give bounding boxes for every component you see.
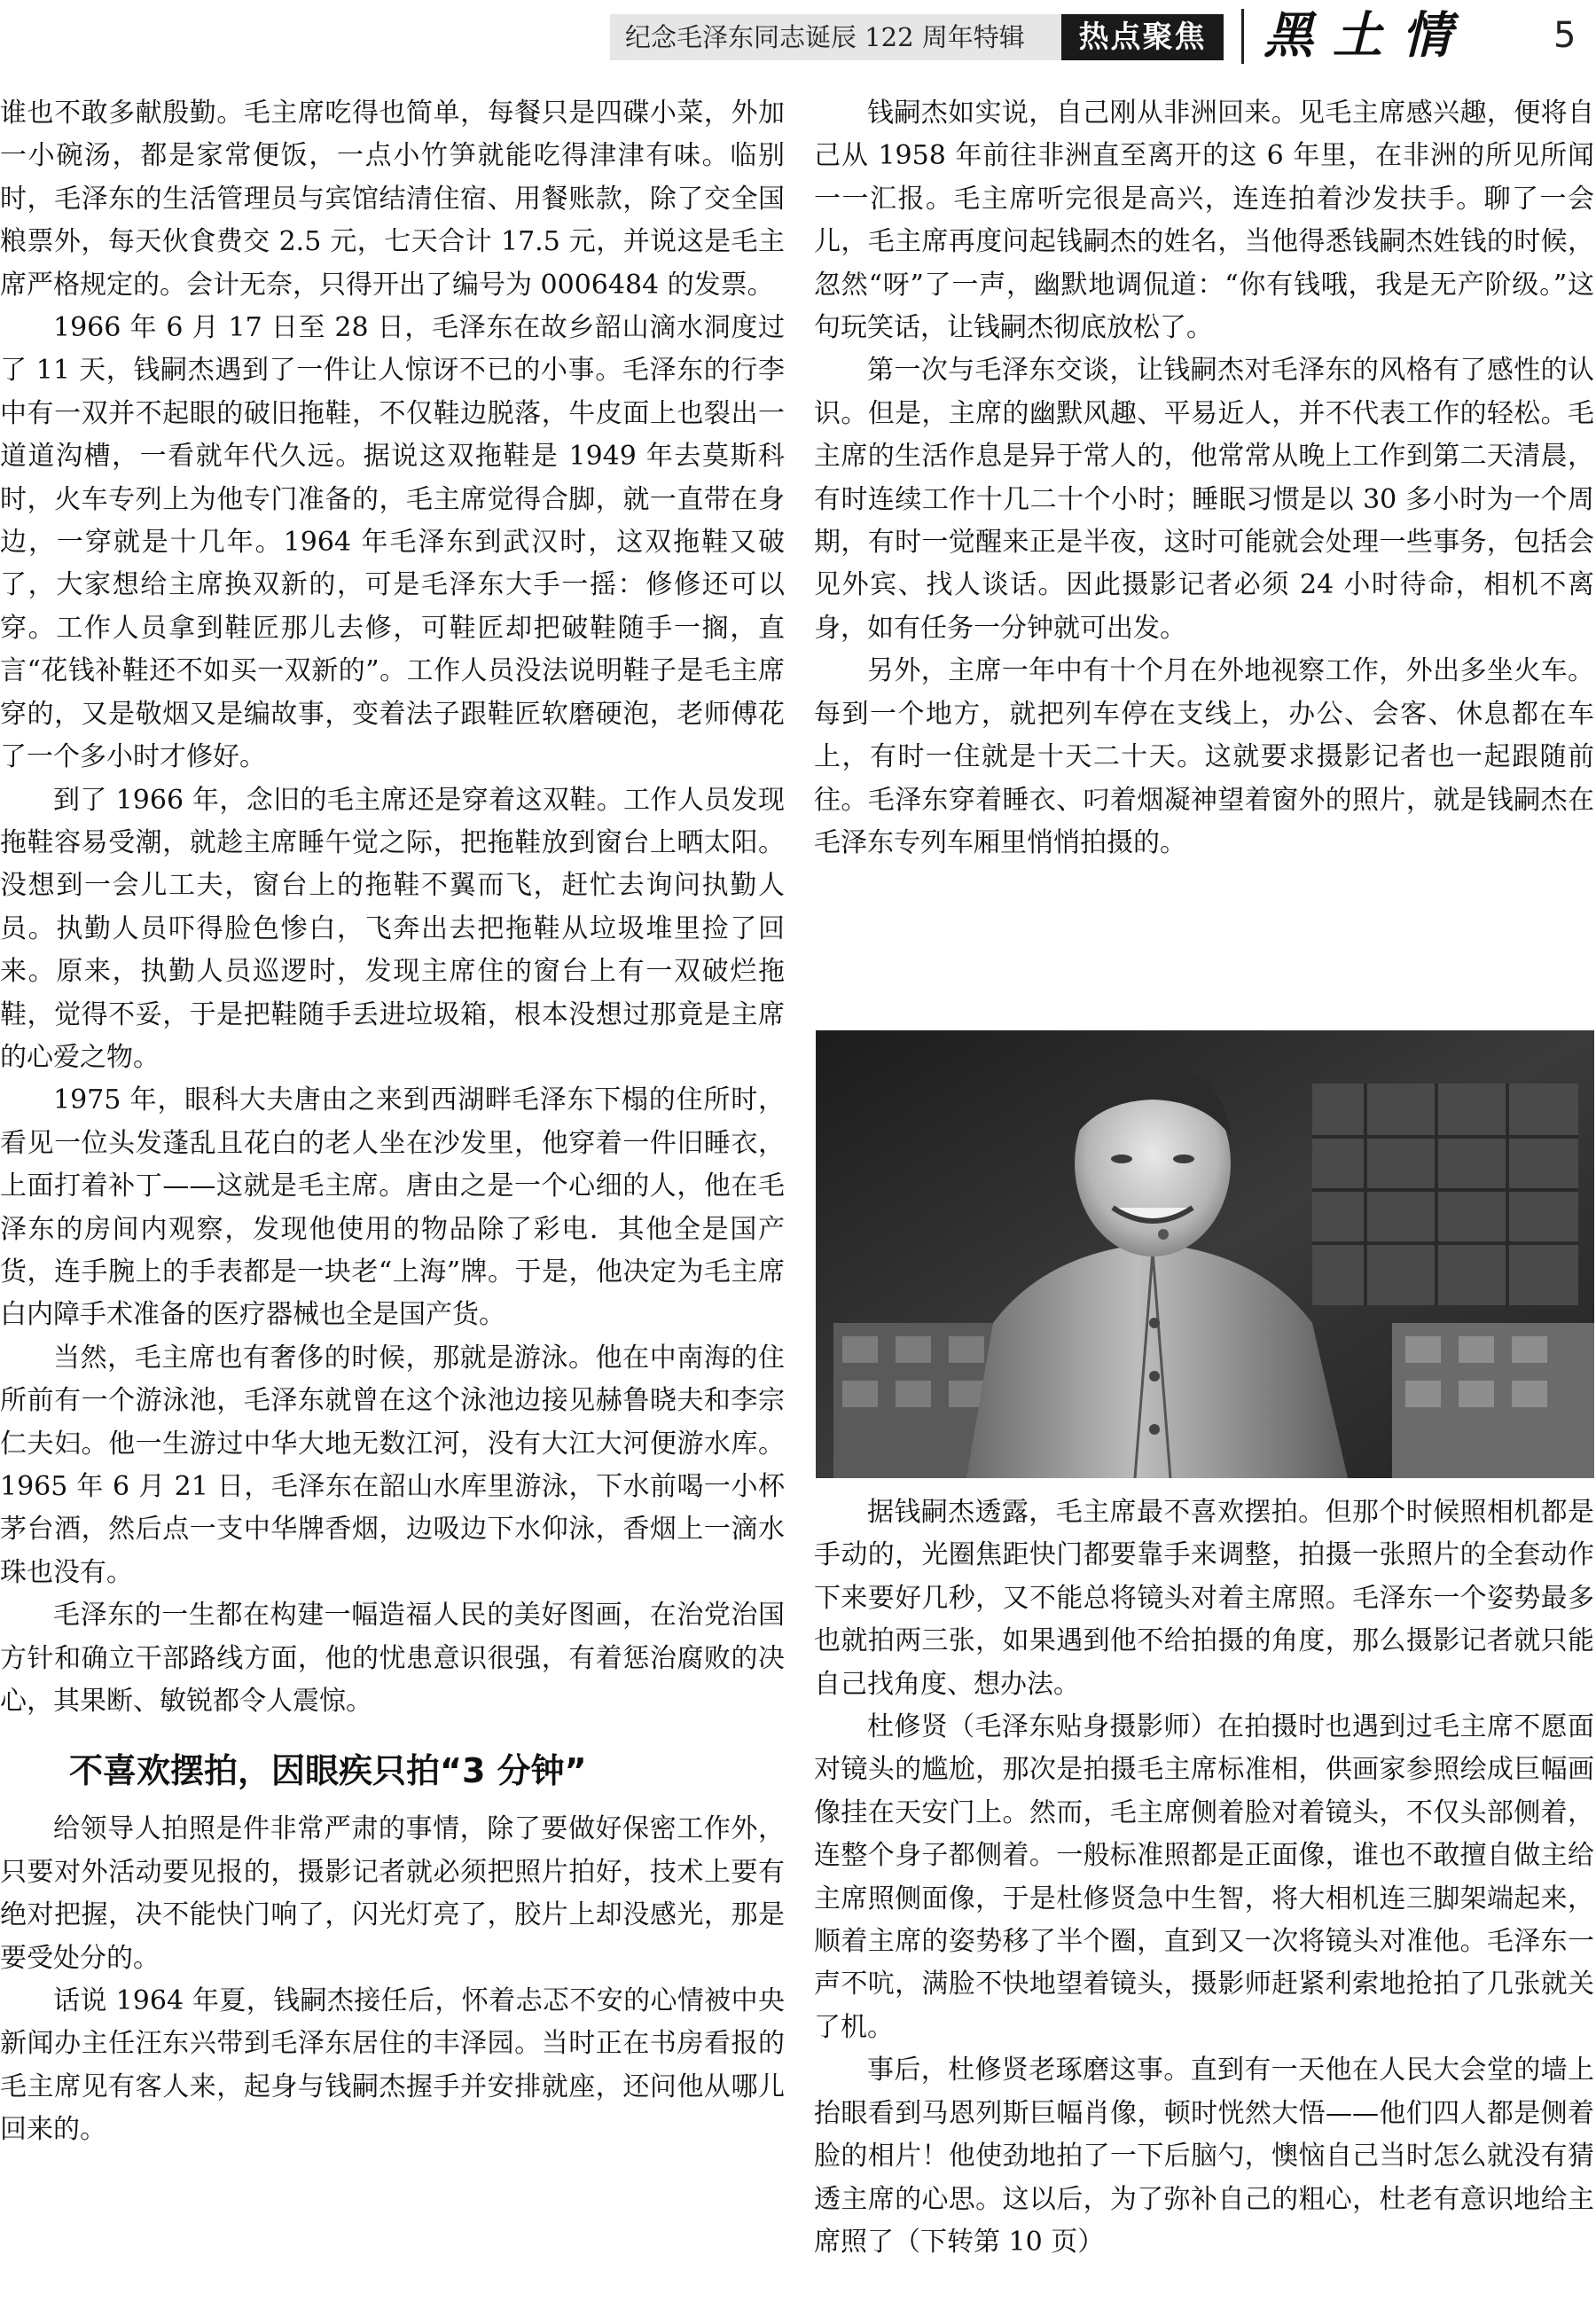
issue-subtitle: 纪念毛泽东同志诞辰 122 周年特辑 bbox=[625, 22, 1025, 52]
magazine-masthead: 黑土情 bbox=[1264, 6, 1471, 65]
article-paragraph: 1966 年 6 月 17 日至 28 日，毛泽东在故乡韶山滴水洞度过了 11 天，钱嗣杰遇到了一件让人惊讶不已的小事。毛泽东的行李中有一双并不起眼的破旧拖鞋，不仅鞋边脱落，牛皮面上也裂出一道道沟槽，一看就年代久远。据说这双拖鞋是 1949 年去莫斯科时，火车专列上为他专门准备的，毛主席觉得合脚，就一直带在身边，一穿就是十几年。1964 年毛泽东到武汉时，这双拖鞋又破了，大家想给主席换双新的，可是毛泽东大手一摇：修修还可以穿。工作人员拿到鞋匠那儿去修，可鞋匠却把破鞋随手一搁，直言“花钱补鞋还不如买一双新的”。工作人员没法说明鞋子是毛主席穿的，又是敬烟又是编故事，变着法子跟鞋匠软磨硬泡，老师傅花了一个多小时才修好。 bbox=[0, 312, 785, 773]
section-heading: 不喜欢摆拍，因眼疾只拍“3 分钟” bbox=[69, 1751, 587, 1791]
article-paragraph: 据钱嗣杰透露，毛主席最不喜欢摆拍。但那个时候照相机都是手动的，光圈焦距快门都要靠手来调整，拍摄一张照片的全套动作下来要好几秒，又不能总将镜头对着主席照。毛泽东一个姿势最多也就拍两三张，如果遇到他不给拍摄的角度，那么摄影记者就只能自己找角度、想办法。 bbox=[814, 1497, 1594, 1700]
section-label: 热点聚焦 bbox=[1061, 14, 1224, 60]
header-divider bbox=[1241, 9, 1244, 64]
article-paragraph: 钱嗣杰如实说，自己刚从非洲回来。见毛主席感兴趣，便将自己从 1958 年前往非洲直至离开的这 6 年里，在非洲的所见所闻一一汇报。毛主席听完很是高兴，连连拍着沙发扶手。聊了一会儿，毛主席再度问起钱嗣杰的姓名，当他得悉钱嗣杰姓钱的时候，忽然“呀”了一声，幽默地调侃道：“你有钱哦，我是无产阶级。”这句玩笑话，让钱嗣杰彻底放松了。 bbox=[814, 98, 1594, 344]
right-column-bottom bbox=[814, 1491, 1594, 2300]
left-column bbox=[0, 92, 785, 2300]
article-paragraph: 给领导人拍照是件非常严肃的事情，除了要做好保密工作外，只要对外活动要见报的，摄影记者就必须把照片拍好，技术上要有绝对把握，决不能快门响了，闪光灯亮了，胶片上却没感光，那是要受处分的。 bbox=[0, 1813, 785, 1974]
article-paragraph: 谁也不敢多献殷勤。毛主席吃得也简单，每餐只是四碟小菜，外加一小碗汤，都是家常便饭，一点小竹笋就能吃得津津有味。临别时，毛泽东的生活管理员与宾馆结清住宿、用餐账款，除了交全国粮票外，每天伙食费交 2.5 元，七天合计 17.5 元，并说这是毛主席严格规定的。会计无奈，只得开出了编号为 0006484 的发票。 bbox=[0, 98, 785, 301]
right-column-top bbox=[814, 92, 1594, 1023]
article-paragraph: 事后，杜修贤老琢磨这事。直到有一天他在人民大会堂的墙上抬眼看到马恩列斯巨幅肖像，顿时恍然大悟——他们四人都是侧着脸的相片！他使劲地拍了一下后脑勺，懊恼自己当时怎么就没有猜透主席的心思。这以后，为了弥补自己的粗心，杜老有意识地给主席照了（下转第 10 页） bbox=[814, 2055, 1594, 2258]
article-paragraph: 1975 年，眼科大夫唐由之来到西湖畔毛泽东下榻的住所时，看见一位头发蓬乱且花白的老人坐在沙发里，他穿着一件旧睡衣，上面打着补丁——这就是毛主席。唐由之是一个心细的人，他在毛泽东的房间内观察，发现他使用的物品除了彩电．其他全是国产货，连手腕上的手表都是一块老“上海”牌。于是，他决定为毛主席白内障手术准备的医疗器械也全是国产货。 bbox=[0, 1084, 785, 1331]
article-paragraph: 第一次与毛泽东交谈，让钱嗣杰对毛泽东的风格有了感性的认识。但是，主席的幽默风趣、平易近人，并不代表工作的轻松。毛主席的生活作息是异于常人的，他常常从晚上工作到第二天清晨，有时连续工作十几二十个小时；睡眠习惯是以 30 多小时为一个周期，有时一觉醒来正是半夜，这时可能就会处理一些事务，包括会见外宾、找人谈话。因此摄影记者必须 24 小时待命，相机不离身，如有任务一分钟就可出发。 bbox=[814, 355, 1594, 644]
portrait-photo bbox=[816, 1030, 1594, 1478]
article-paragraph: 另外，主席一年中有十个月在外地视察工作，外出多坐火车。每到一个地方，就把列车停在支线上，办公、会客、休息都在车上，有时一住就是十天二十天。这就要求摄影记者也一起跟随前往。毛泽东穿着睡衣、叼着烟凝神望着窗外的照片，就是钱嗣杰在毛泽东专列车厢里悄悄拍摄的。 bbox=[814, 655, 1594, 858]
article-paragraph: 到了 1966 年，念旧的毛主席还是穿着这双鞋。工作人员发现拖鞋容易受潮，就趁主席睡午觉之际，把拖鞋放到窗台上晒太阳。没想到一会儿工夫，窗台上的拖鞋不翼而飞，赶忙去询问执勤人员。执勤人员吓得脸色惨白，飞奔出去把拖鞋从垃圾堆里捡了回来。原来，执勤人员巡逻时，发现主席住的窗台上有一双破烂拖鞋，觉得不妥，于是把鞋随手丢进垃圾箱，根本没想过那竟是主席的心爱之物。 bbox=[0, 784, 785, 1073]
portrait-photo-icon bbox=[816, 1030, 1594, 1478]
page-header bbox=[0, 0, 1596, 71]
article-paragraph: 杜修贤（毛泽东贴身摄影师）在拍摄时也遇到过毛主席不愿面对镜头的尴尬，那次是拍摄毛主席标准相，供画家参照绘成巨幅画像挂在天安门上。然而，毛主席侧着脸对着镜头，不仅头部侧着，连整个身子都侧着。一般标准照都是正面像，谁也不敢擅自做主给主席照侧面像，于是杜修贤急中生智，将大相机连三脚架端起来，顺着主席的姿势移了半个圈，直到又一次将镜头对准他。毛泽东一声不吭，满脸不快地望着镜头，摄影师赶紧利索地抢拍了几张就关了机。 bbox=[814, 1711, 1594, 2043]
page-number: 5 bbox=[1553, 15, 1576, 56]
article-paragraph: 当然，毛主席也有奢侈的时候，那就是游泳。他在中南海的住所前有一个游泳池，毛泽东就曾在这个泳池边接见赫鲁晓夫和李宗仁夫妇。他一生游过中华大地无数江河，没有大江大河便游水库。1965 年 6 月 21 日，毛泽东在韶山水库里游泳，下水前喝一小杯茅台酒，然后点一支中华牌香烟，边吸边下水仰泳，香烟上一滴水珠也没有。 bbox=[0, 1342, 785, 1588]
article-paragraph: 毛泽东的一生都在构建一幅造福人民的美好图画，在治党治国方针和确立干部路线方面，他的忧患意识很强，有着惩治腐败的决心，其果断、敏锐都令人震惊。 bbox=[0, 1600, 785, 1718]
article-paragraph: 话说 1964 年夏，钱嗣杰接任后，怀着忐忑不安的心情被中央新闻办主任汪东兴带到毛泽东居住的丰泽园。当时正在书房看报的毛主席见有客人来，起身与钱嗣杰握手并安排就座，还问他从哪儿回来的。 bbox=[0, 1985, 785, 2146]
